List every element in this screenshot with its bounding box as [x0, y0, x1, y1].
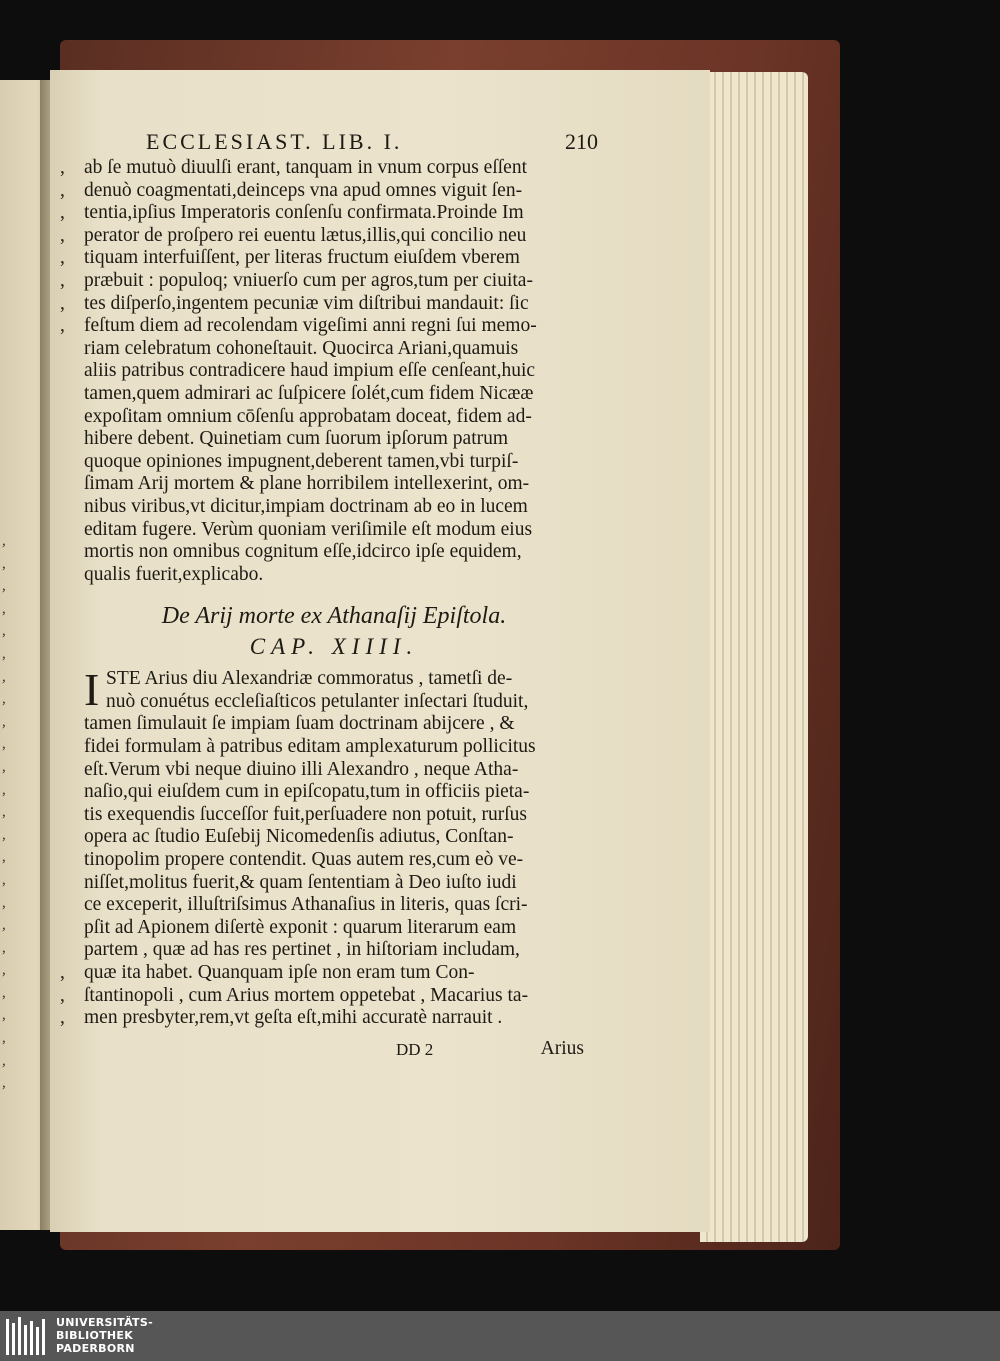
text-line [84, 713, 584, 736]
text-line [60, 962, 584, 985]
left-quote-mark: , [2, 781, 6, 798]
text-line [84, 736, 584, 759]
left-quote-mark: , [2, 600, 6, 617]
line-text: mortis non omnibus cognitum eſſe,idcirco ipſe equidem, [84, 541, 522, 563]
quote-mark: , [60, 292, 65, 314]
running-head: ECCLESIAST. LIB. I. [146, 129, 403, 154]
text-line [60, 179, 584, 203]
folio-number: 210 [565, 129, 598, 154]
page-edges [700, 72, 808, 1242]
library-name-line1: UNIVERSITÄTS- [56, 1316, 153, 1329]
line-text: aliis patribus contradicere haud impium eſſe cenſeant,huic [84, 360, 536, 382]
left-page-quote-marks [2, 530, 14, 1095]
text-line [84, 872, 584, 895]
line-text: partem , quæ ad has res pertinet , in hiſtoriam includam, [84, 939, 520, 961]
left-quote-mark: , [2, 736, 6, 753]
line-text: quæ ita habet. Quanquam ipſe non eram tum Con- [84, 962, 475, 983]
left-quote-mark: , [2, 826, 6, 843]
library-banner [0, 1311, 1000, 1361]
line-text: tes diſperſo,ingentem pecuniæ vim diſtribui mandauit: ſic [84, 292, 529, 314]
quote-mark: , [60, 269, 65, 291]
text-line [84, 496, 584, 519]
left-quote-mark: , [2, 849, 6, 866]
line-text: nibus viribus,vt dicitur,impiam doctrinam ab eo in lucem [84, 495, 528, 517]
text-line [60, 224, 584, 248]
library-name-line2: BIBLIOTHEK [56, 1329, 134, 1342]
line-text: naſio,qui eiuſdem cum in epiſcopatu,tum in officiis pieta- [84, 781, 530, 803]
line-text: perator de proſpero rei euentu lætus,illis,qui concilio neu [84, 224, 527, 246]
left-quote-mark: , [2, 984, 6, 1001]
line-text: editam fugere. Verùm quoniam veriſimile eſt modum eius [84, 518, 533, 540]
left-quote-mark: , [2, 578, 6, 595]
text-line [60, 984, 584, 1008]
quote-mark: , [60, 984, 65, 1006]
quote-mark: , [60, 962, 65, 983]
page-text [60, 127, 598, 1066]
left-quote-mark: , [2, 939, 6, 956]
text-block-top [60, 157, 584, 586]
text-line [84, 826, 584, 849]
line-text: ſtantinopoli , cum Arius mortem oppetebat , Macarius ta- [84, 984, 529, 1006]
line-text: tis exequendis ſucceſſor fuit,perſuadere non potuit, rurſus [84, 803, 527, 825]
text-line [84, 781, 584, 804]
text-line [84, 519, 584, 542]
text-line [84, 691, 584, 714]
quote-mark: , [60, 315, 65, 337]
line-text: fidei formulam à patribus editam amplexaturum pollicitus [84, 736, 536, 758]
text-line [84, 849, 584, 872]
text-line [60, 315, 584, 338]
text-line [84, 383, 584, 406]
line-text: feſtum diem ad recolendam vigeſimi anni regni ſui memo- [84, 315, 537, 337]
line-text: ſimam Arij mortem & plane horribilem intellexerint, om- [84, 473, 530, 495]
line-text: tentia,ipſius Imperatoris conſenſu confirmata.Proinde Im [84, 202, 524, 224]
text-line [60, 247, 584, 270]
catchword: Arius [540, 1037, 584, 1059]
text-line [84, 564, 584, 587]
line-text: tamen,quem admirari ac ſuſpicere ſolét,cum fidem Nicææ [84, 382, 534, 404]
line-text: opera ac ſtudio Euſebij Nicomedenſis adiutus, Conſtan- [84, 826, 514, 848]
left-quote-mark: , [2, 645, 6, 662]
line-text: præbuit : populoq; vniuerſo cum per agros,tum per ciuita- [84, 269, 533, 291]
text-line [60, 1007, 584, 1030]
text-line [84, 917, 584, 940]
line-text: expoſitam omnium cōſenſu approbatam doceat, fidem ad- [84, 405, 532, 427]
line-text: riam celebratum cohoneſtauit. Quocirca Ariani,quamuis [84, 337, 519, 359]
left-quote-mark: , [2, 691, 6, 708]
quote-mark: , [60, 224, 65, 246]
text-line [84, 451, 584, 474]
quote-mark: , [60, 1007, 65, 1029]
signature-mark: DD 2 [396, 1039, 434, 1059]
line-text: ab ſe mutuò diuulſi erant, tanquam in vnum corpus eſſent [84, 157, 527, 178]
library-name [56, 1316, 153, 1355]
text-line [84, 360, 584, 383]
left-quote-mark: , [2, 623, 6, 640]
section-title: De Arij morte ex Athanaſij Epiſtola. [161, 603, 507, 630]
line-text: ce exceperit, illuſtriſsimus Athanaſius in literis, quas ſcri- [84, 894, 528, 916]
left-quote-mark: , [2, 533, 6, 549]
page-footer [84, 1036, 584, 1066]
left-quote-mark: , [2, 1052, 6, 1069]
left-quote-mark: , [2, 758, 6, 775]
left-quote-mark: , [2, 894, 6, 911]
text-line [84, 406, 584, 429]
line-text: tiquam interfuiſſent, per literas fructum eiuſdem vberem [84, 247, 520, 269]
text-line [84, 428, 584, 451]
text-line [60, 157, 584, 180]
text-block-chapter [60, 664, 584, 1030]
left-quote-mark: , [2, 804, 6, 821]
line-text: niſſet,molitus fuerit,& quam ſententiam à Deo iuſto iudi [84, 871, 517, 893]
left-quote-mark: , [2, 871, 6, 888]
line-text: hibere debent. Quinetiam cum ſuorum ipſorum patrum [84, 428, 509, 450]
text-line [84, 804, 584, 827]
library-name-line3: PADERBORN [56, 1342, 135, 1355]
drop-cap: I [84, 664, 100, 716]
left-quote-mark: , [2, 1007, 6, 1024]
left-quote-mark: , [2, 917, 6, 934]
text-line [84, 541, 584, 564]
line-text: quoque opiniones impugnent,deberent tamen,vbi turpiſ- [84, 450, 519, 472]
line-text: STE Arius diu Alexandriæ commoratus , tametſi de- [106, 668, 513, 690]
line-text: denuò coagmentati,deinceps vna apud omnes viguit ſen- [84, 179, 523, 201]
page-header [84, 127, 598, 157]
line-text: tamen ſimulauit ſe impiam ſuam doctrinam abijcere , & [84, 713, 515, 735]
left-quote-mark: , [2, 962, 6, 979]
left-quote-mark: , [2, 668, 6, 685]
line-text: tinopolim propere contendit. Quas autem res,cum eò ve- [84, 849, 524, 871]
text-line [84, 473, 584, 496]
quote-mark: , [60, 247, 65, 269]
line-text: nuò conuétus eccleſiaſticos petulanter inſectari ſtuduit, [106, 690, 529, 712]
text-line [60, 269, 584, 293]
text-line [60, 292, 584, 316]
left-quote-mark: , [2, 1030, 6, 1047]
text-line [84, 668, 584, 691]
library-logo-icon [4, 1315, 46, 1359]
quote-mark: , [60, 179, 65, 201]
line-text: qualis fuerit,explicabo. [84, 563, 264, 585]
text-line [84, 759, 584, 782]
text-line [84, 894, 584, 917]
text-line [60, 202, 584, 225]
text-line [84, 338, 584, 361]
line-text: eſt.Verum vbi neque diuino illi Alexandro , neque Atha- [84, 758, 519, 780]
left-quote-mark: , [2, 555, 6, 572]
chapter-heading: CAP. XIIII. [249, 634, 419, 660]
quote-mark: , [60, 157, 65, 178]
text-line [84, 939, 584, 962]
left-quote-mark: , [2, 1075, 6, 1092]
line-text: men presbyter,rem,vt geſta eſt,mihi accuratè narrauit . [84, 1007, 503, 1029]
left-quote-mark: , [2, 713, 6, 730]
quote-mark: , [60, 202, 65, 224]
line-text: pſit ad Apionem diſertè exponit : quarum literarum eam [84, 916, 517, 938]
